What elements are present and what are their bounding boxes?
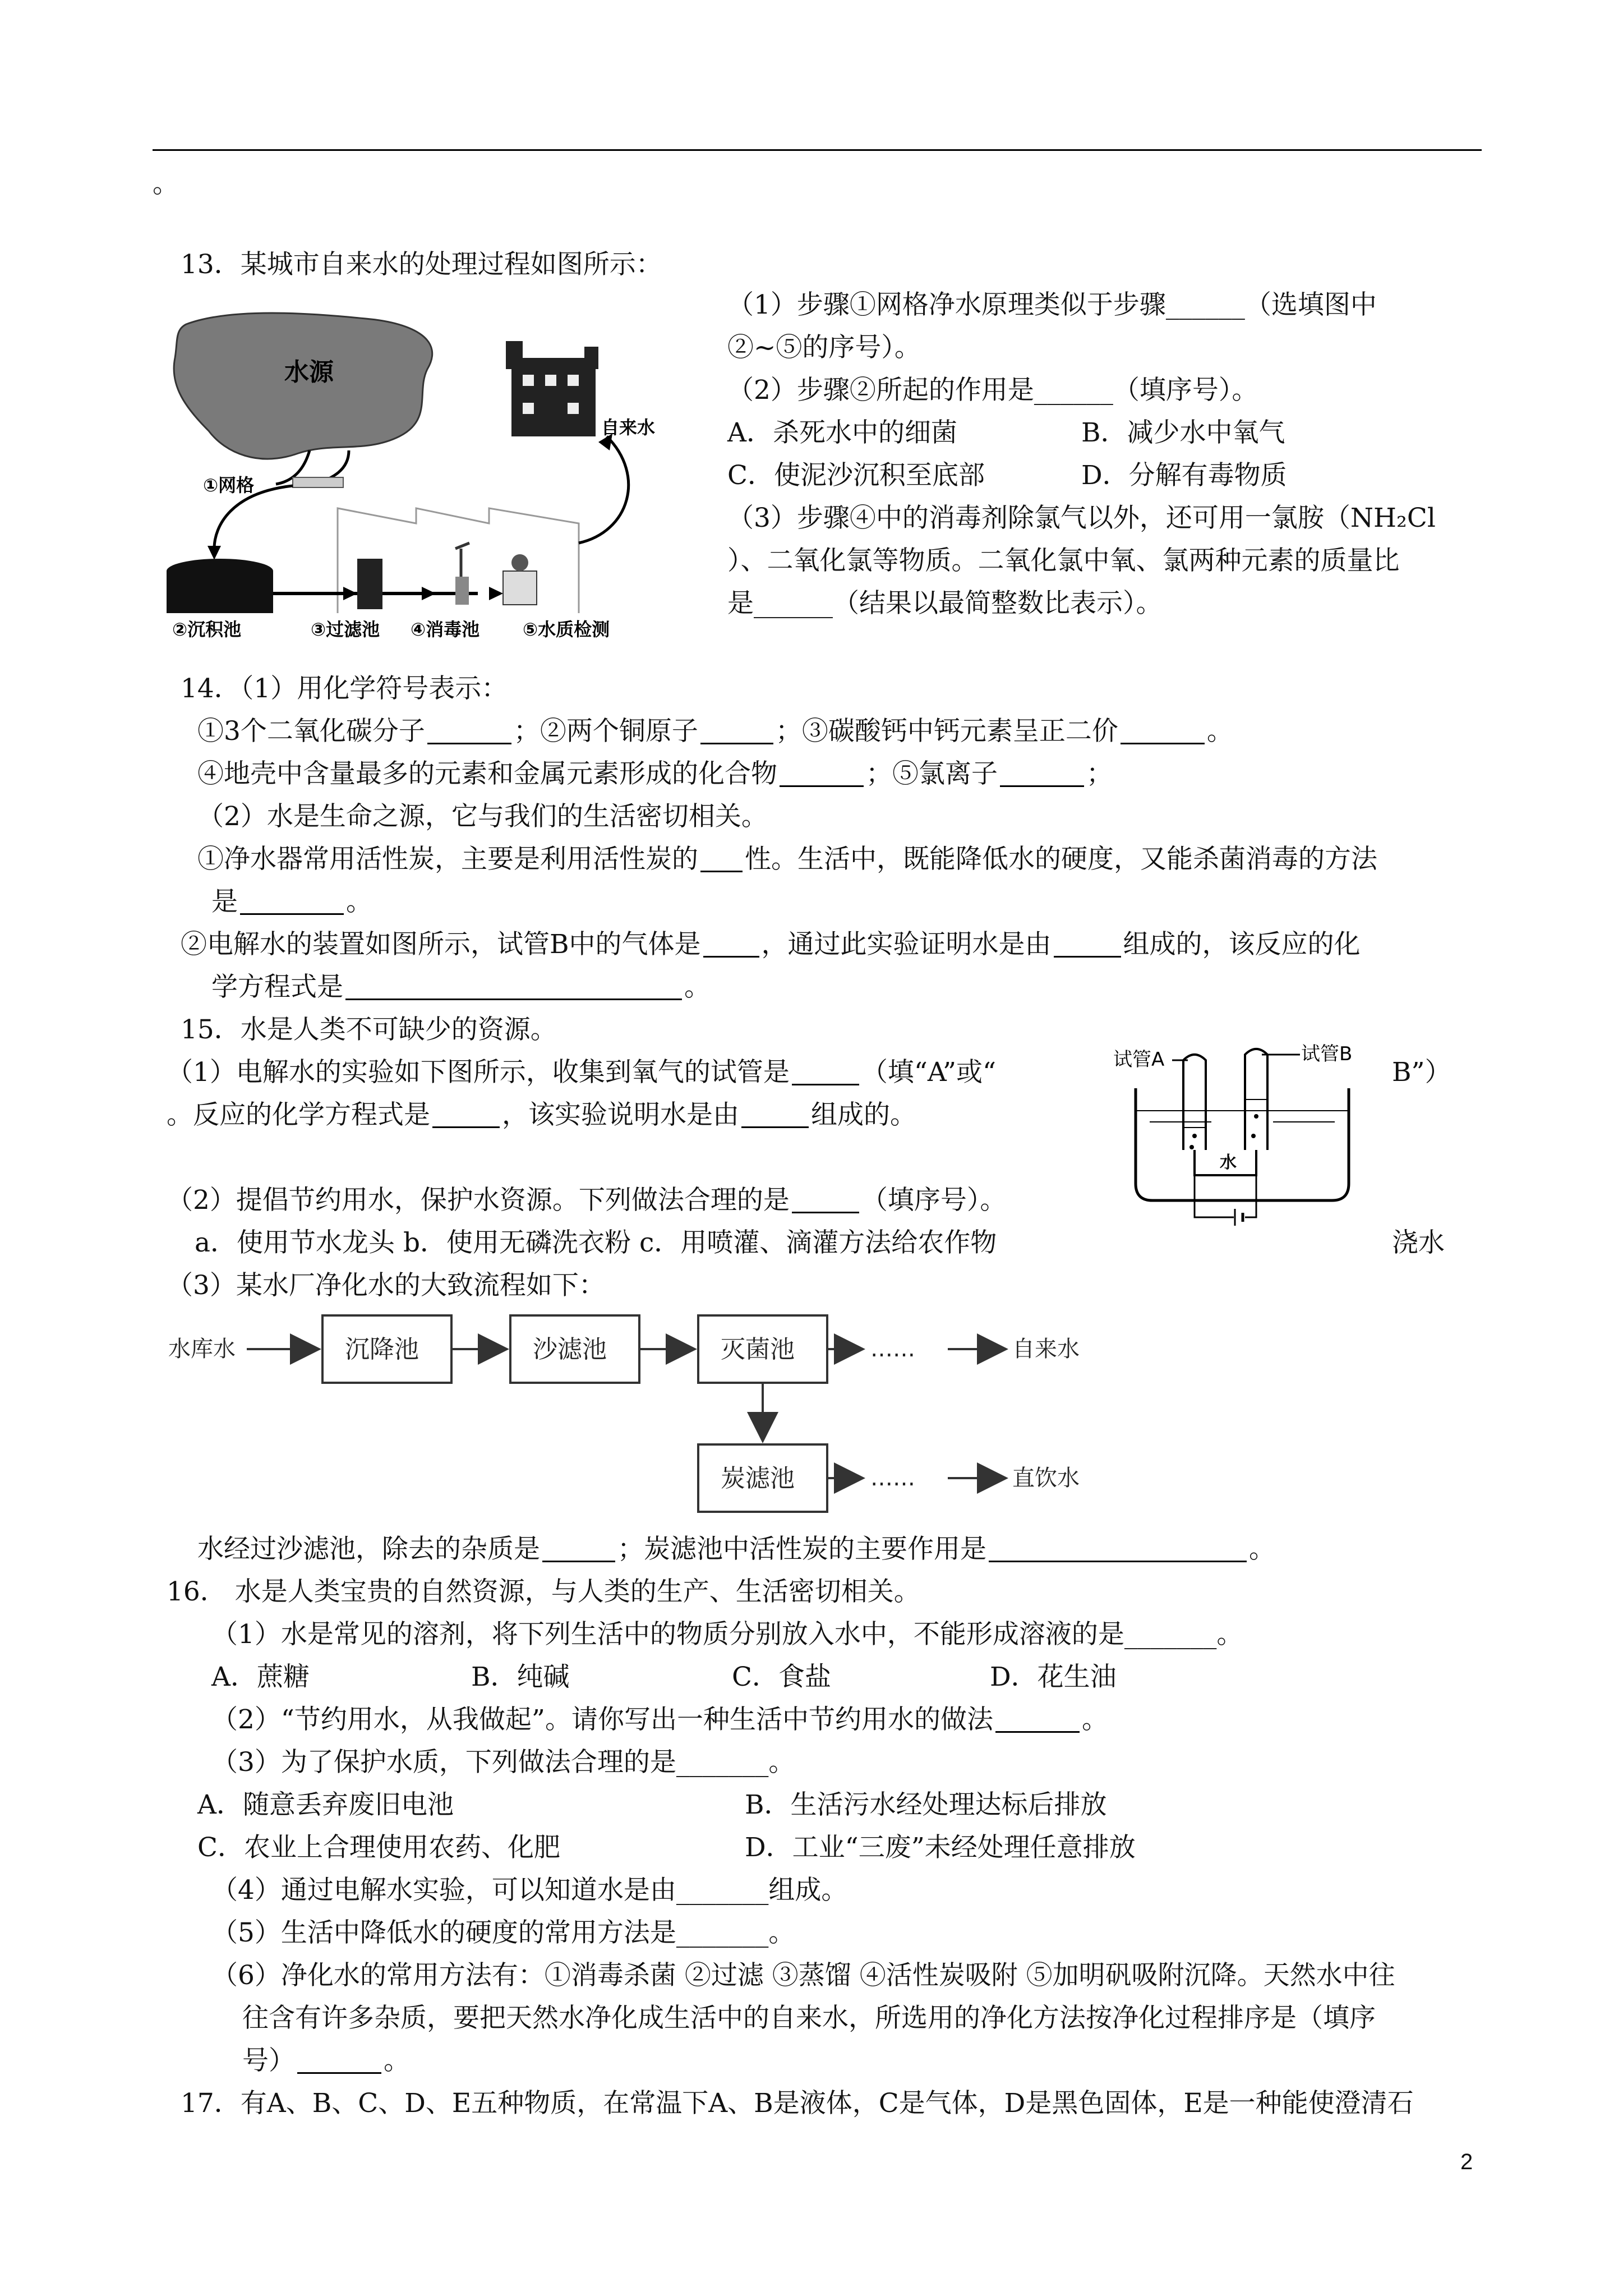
q13-option-d: D．分解有毒物质 xyxy=(1081,460,1287,491)
answer-blank[interactable] xyxy=(995,1706,1080,1733)
q16-line2: （2）“节约用水，从我做起”。请你写出一种生活中节约用水的做法 。 xyxy=(211,1704,1108,1735)
answer-blank[interactable] xyxy=(297,2047,381,2074)
q16-line6a: （6）净化水的常用方法有：①消毒杀菌 ②过滤 ③蒸馏 ④活性炭吸附 ⑤加明矾吸附沉降。天然水中往 xyxy=(211,1960,1395,1991)
q16-line4: （4）通过电解水实验，可以知道水是由_______组成。 xyxy=(211,1875,848,1906)
filter-tank-icon xyxy=(357,559,382,609)
flow-box2-label: 沙滤池 xyxy=(533,1335,607,1364)
q16-option3-b: B．生活污水经处理达标后排放 xyxy=(745,1789,1107,1820)
answer-blank[interactable] xyxy=(703,931,759,958)
q15-line4: a．使用节水龙头 b．使用无磷洗衣粉 c．用喷灌、滴灌方法给农作物 xyxy=(195,1227,997,1258)
disinfection-label: ④消毒池 xyxy=(411,619,480,640)
q14-line6: ②电解水的装置如图所示，试管B中的气体是 ，通过此实验证明水是由 组成的，该反应的化 xyxy=(181,929,1361,960)
answer-blank[interactable] xyxy=(989,1536,1247,1562)
answer-blank[interactable] xyxy=(240,889,344,915)
q14-line5: 是 。 xyxy=(211,886,372,917)
answer-blank[interactable] xyxy=(792,1187,859,1213)
answer-blank[interactable] xyxy=(700,718,773,744)
mesh-grid-label: ①网格 xyxy=(203,475,255,496)
q14-line1: ①3个二氧化碳分子 ；②两个铜原子 ；③碳酸钙中钙元素呈正二价 。 xyxy=(197,716,1233,747)
disinfection-icon xyxy=(455,577,469,605)
q13-option-a: A．杀死水中的细菌 xyxy=(727,417,957,448)
q13-p2: （2）步骤②所起的作用是______（填序号）。 xyxy=(727,375,1258,406)
q16-option1-c: C．食盐 xyxy=(732,1662,831,1692)
answer-blank[interactable] xyxy=(1121,718,1205,744)
q16-option1-d: D．花生油 xyxy=(990,1662,1117,1692)
filter-label: ③过滤池 xyxy=(311,619,380,640)
q16-option3-c: C．农业上合理使用农药、化肥 xyxy=(197,1832,560,1863)
flow-start: 水库水 xyxy=(168,1336,236,1362)
q17-line1: 17．有A、B、C、D、E五种物质，在常温下A、B是液体，C是气体，D是黑色固体，E是一种能使澄清石 xyxy=(181,2088,1414,2119)
answer-blank[interactable] xyxy=(792,1059,859,1085)
answer-blank[interactable] xyxy=(741,1102,809,1128)
page-number: 2 xyxy=(1460,2150,1473,2174)
q13-p1b: ②~⑤的序号）。 xyxy=(727,332,921,363)
q13-p3a: （3）步骤④中的消毒剂除氯气以外，还可用一氯胺（NH₂Cl xyxy=(727,503,1436,533)
q15-line5: （3）某水厂净化水的大致流程如下： xyxy=(167,1270,605,1301)
tap-water-label: 自来水 xyxy=(601,417,656,438)
answer-blank[interactable] xyxy=(1000,761,1084,787)
flow-end-drinking: 直饮水 xyxy=(1012,1465,1080,1491)
answer-blank[interactable] xyxy=(780,761,864,787)
tube-b-label: 试管B xyxy=(1301,1043,1353,1065)
sedimentation-label: ②沉积池 xyxy=(172,619,242,640)
flow-box4-label: 炭滤池 xyxy=(721,1464,795,1493)
tap-water-building-icon xyxy=(506,341,598,436)
q15-line3: （2）提倡节约用水，保护水资源。下列做法合理的是 （填序号）。 xyxy=(167,1185,1007,1216)
flow-dots-1: …… xyxy=(870,1336,915,1362)
q13-p1a: （1）步骤①网格净水原理类似于步骤______（选填图中 xyxy=(727,289,1377,320)
header-tail: 。 xyxy=(153,168,179,199)
flow-end-tap: 自来水 xyxy=(1012,1336,1080,1362)
q14-title: 14．（1）用化学符号表示： xyxy=(181,673,508,704)
header-rule xyxy=(153,149,1482,151)
q15-title: 15．水是人类不可缺少的资源。 xyxy=(181,1014,557,1045)
q13-p3c: 是______（结果以最简整数比表示）。 xyxy=(727,588,1163,619)
q13-option-c: C．使泥沙沉积至底部 xyxy=(727,460,985,491)
answer-blank[interactable] xyxy=(427,718,511,744)
q16-option1-b: B．纯碱 xyxy=(471,1662,570,1692)
q14-line2: ④地壳中含量最多的元素和金属元素形成的化合物 ；⑤氯离子 ； xyxy=(197,758,1113,789)
answer-blank[interactable] xyxy=(1054,931,1121,958)
inspection-label: ⑤水质检测 xyxy=(523,619,610,640)
q15-line1: （1）电解水的实验如下图所示，收集到氧气的试管是 （填“A”或“ xyxy=(167,1057,997,1088)
q15-line6: 水经过沙滤池，除去的杂质是 ；炭滤池中活性炭的主要作用是 。 xyxy=(197,1534,1275,1565)
q16-line6b: 往含有许多杂质，要把天然水净化成生活中的自来水，所选用的净化方法按净化过程排序是（填序 xyxy=(242,2003,1376,2033)
answer-blank[interactable] xyxy=(345,974,682,1000)
q16-option1-a: A．蔗糖 xyxy=(211,1662,310,1692)
q14-line7: 学方程式是 。 xyxy=(211,972,711,1002)
inspection-icon xyxy=(503,554,537,605)
q13-p3b: ）、二氧化氯等物质。二氧化氯中氧、氯两种元素的质量比 xyxy=(727,545,1400,576)
flow-dots-2: …… xyxy=(870,1465,915,1491)
water-label: 水 xyxy=(1220,1153,1237,1172)
q16-title: 16． 水是人类宝贵的自然资源，与人类的生产、生活密切相关。 xyxy=(167,1576,920,1607)
answer-blank[interactable] xyxy=(542,1536,615,1562)
answer-blank[interactable] xyxy=(432,1102,500,1128)
purification-flowchart xyxy=(163,1313,1150,1537)
electrolysis-apparatus xyxy=(1110,1038,1391,1240)
q14-line4: ①净水器常用活性炭，主要是利用活性炭的 性。生活中，既能降低水的硬度，又能杀菌消毒的方法 xyxy=(197,844,1377,875)
q15-line2: 。反应的化学方程式是 ，该实验说明水是由 组成的。 xyxy=(167,1099,916,1130)
q16-option3-d: D．工业“三废”未经处理任意排放 xyxy=(745,1832,1136,1863)
q14-line3: （2）水是生命之源，它与我们的生活密切相关。 xyxy=(197,801,768,832)
q15-line1-tail: B”） xyxy=(1392,1057,1451,1088)
q15-line4-tail: 浇水 xyxy=(1392,1227,1445,1258)
q13-title: 13．某城市自来水的处理过程如图所示： xyxy=(181,249,662,280)
q16-line6c: 号） 。 xyxy=(242,2045,410,2076)
tube-a-label: 试管A xyxy=(1113,1048,1165,1071)
q13-option-b: B．减少水中氧气 xyxy=(1081,417,1285,448)
water-treatment-diagram xyxy=(164,307,679,644)
q16-line1: （1）水是常见的溶剂，将下列生活中的物质分别放入水中，不能形成溶液的是_______。 xyxy=(211,1619,1243,1650)
q16-line3: （3）为了保护水质，下列做法合理的是_______。 xyxy=(211,1747,795,1778)
flow-box1-label: 沉降池 xyxy=(345,1335,419,1364)
water-source-label: 水源 xyxy=(284,358,334,386)
answer-blank[interactable] xyxy=(700,846,743,872)
flow-box3-label: 灭菌池 xyxy=(721,1335,795,1364)
mesh-grid-icon xyxy=(293,477,343,487)
q16-option3-a: A．随意丢弃废旧电池 xyxy=(197,1789,454,1820)
q16-line5: （5）生活中降低水的硬度的常用方法是_______。 xyxy=(211,1917,795,1948)
